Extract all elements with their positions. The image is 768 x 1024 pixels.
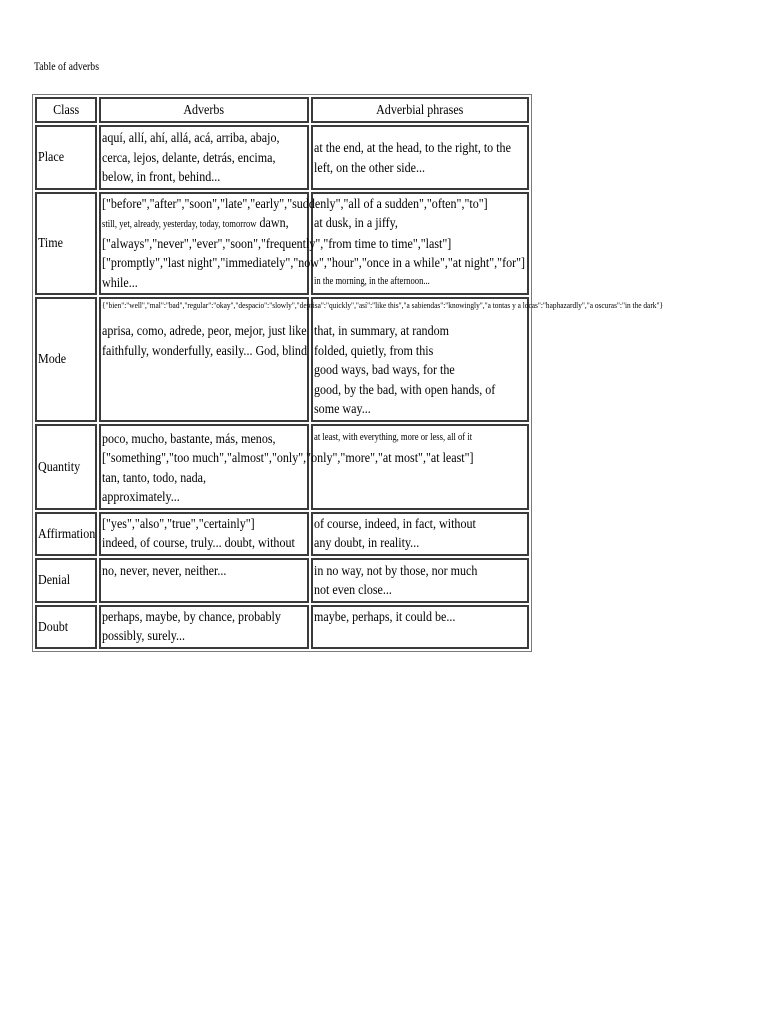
class-cell: [35, 297, 97, 422]
header-phrases: Adverbial phrases: [376, 103, 464, 118]
adverb-line: aprisa, como, adrede, peor, mejor, just like: [102, 324, 307, 339]
class-cell: [35, 605, 97, 649]
adverb-line: [102, 214, 289, 235]
phrase-line: good, by the bad, with open hands, of: [314, 382, 496, 398]
adverbs-cell: [99, 125, 309, 190]
adverb-line: possibly, surely...: [102, 629, 186, 644]
phrase-line: maybe, perhaps, it could be...: [314, 609, 456, 625]
phrases-cell: [311, 297, 529, 422]
adverb-line: while...: [102, 275, 138, 291]
phrases-cell: [311, 125, 529, 190]
phrase-line: in the morning, in the afternoon...: [314, 276, 430, 287]
phrase-line: of course, indeed, in fact, without: [314, 516, 476, 532]
phrase-line: that, in summary, at random: [314, 324, 449, 339]
adverb-line: indeed, of course, truly... doubt, without: [102, 536, 295, 551]
header-cell: [311, 97, 529, 123]
adverb-rest-text: dawn,: [256, 216, 289, 231]
adverb-line: perhaps, maybe, by chance, probably: [102, 609, 281, 625]
phrases-cell: [311, 605, 529, 649]
class-label: Place: [38, 150, 65, 166]
class-cell: [35, 125, 97, 190]
adverb-line: below, in front, behind...: [102, 170, 221, 185]
adverb-line: faithfully, wonderfully, easily... God, blind: [102, 343, 307, 359]
table-row: [35, 125, 529, 190]
phrases-cell: [311, 512, 529, 556]
header-class: Class: [52, 103, 80, 118]
class-cell: [35, 512, 97, 556]
adverbs-cell: [99, 512, 309, 556]
phrase-line: at the end, at the head, to the right, to the: [314, 141, 511, 156]
class-label: Quantity: [38, 459, 81, 475]
adverb-line: ["always","never","ever","soon","frequently","from time to time","last"]: [102, 236, 452, 252]
adverb-line: ["before","after","soon","late","early","suddenly","all of a sudden","often","to"]: [102, 196, 488, 212]
phrases-cell: [311, 424, 529, 510]
phrases-cell: [311, 558, 529, 603]
adverb-small-text: still, yet, already, yesterday, today, tomorrow: [102, 219, 257, 230]
adverbs-cell: [99, 605, 309, 649]
phrase-line: some way...: [314, 402, 371, 417]
table-row: [35, 605, 529, 649]
phrase-line: not even close...: [314, 583, 392, 598]
table-row: [35, 424, 529, 510]
phrase-line: any doubt, in reality...: [314, 536, 420, 551]
class-label: Affirmation: [38, 526, 96, 542]
phrase-line: in no way, not by those, nor much: [314, 563, 478, 579]
adverb-line: ["yes","also","true","certainly"]: [102, 516, 255, 532]
class-cell: [35, 424, 97, 510]
adverbs-table: [32, 94, 663, 652]
phrase-line: at dusk, in a jiffy,: [314, 215, 398, 231]
header-cell: [99, 97, 309, 123]
header-adverbs: Adverbs: [183, 103, 225, 118]
class-cell: [35, 558, 97, 603]
adverb-line: poco, mucho, bastante, más, menos,: [102, 431, 276, 447]
table-row: [35, 512, 529, 556]
table-row: [35, 192, 529, 296]
phrase-line: left, on the other side...: [314, 160, 426, 176]
phrase-line: folded, quietly, from this: [314, 343, 434, 359]
adverb-line: ["something","too much","almost","only","only","more","at most","at least"]: [102, 451, 474, 466]
class-label: Doubt: [38, 619, 69, 635]
phrase-line: good ways, bad ways, for the: [314, 363, 455, 378]
adverb-line: cerca, lejos, delante, detrás, encima,: [102, 150, 276, 166]
adverb-line: aquí, allí, ahí, allá, acá, arriba, abajo,: [102, 131, 280, 146]
table-row: [35, 297, 529, 422]
adverb-line: tan, tanto, todo, nada,: [102, 470, 206, 486]
adverb-line: no, never, never, neither...: [102, 563, 227, 579]
table-row: [35, 558, 529, 603]
class-cell: [35, 192, 97, 296]
adverb-line: {"bien":"well","mal":"bad","regular":"okay","despacio":"slowly","deprisa":"quickly","así":"like this","a sabiendas":"knowingly","a tontas y a locas":"haphazardly","a oscuras":"in the dark"}: [102, 301, 663, 310]
class-label: Time: [38, 236, 63, 252]
adverbs-cell: [99, 558, 309, 603]
class-label: Denial: [38, 573, 71, 588]
header-cell: [35, 97, 97, 123]
adverb-line: ["promptly","last night","immediately","now","hour","once in a while","at night","for"]: [102, 256, 526, 271]
adverb-line: approximately...: [102, 490, 180, 505]
phrase-line: at least, with everything, more or less, all of it: [314, 431, 473, 443]
class-label: Mode: [38, 352, 67, 368]
table-header-row: [35, 97, 529, 123]
table-caption: Table of adverbs: [34, 61, 99, 73]
